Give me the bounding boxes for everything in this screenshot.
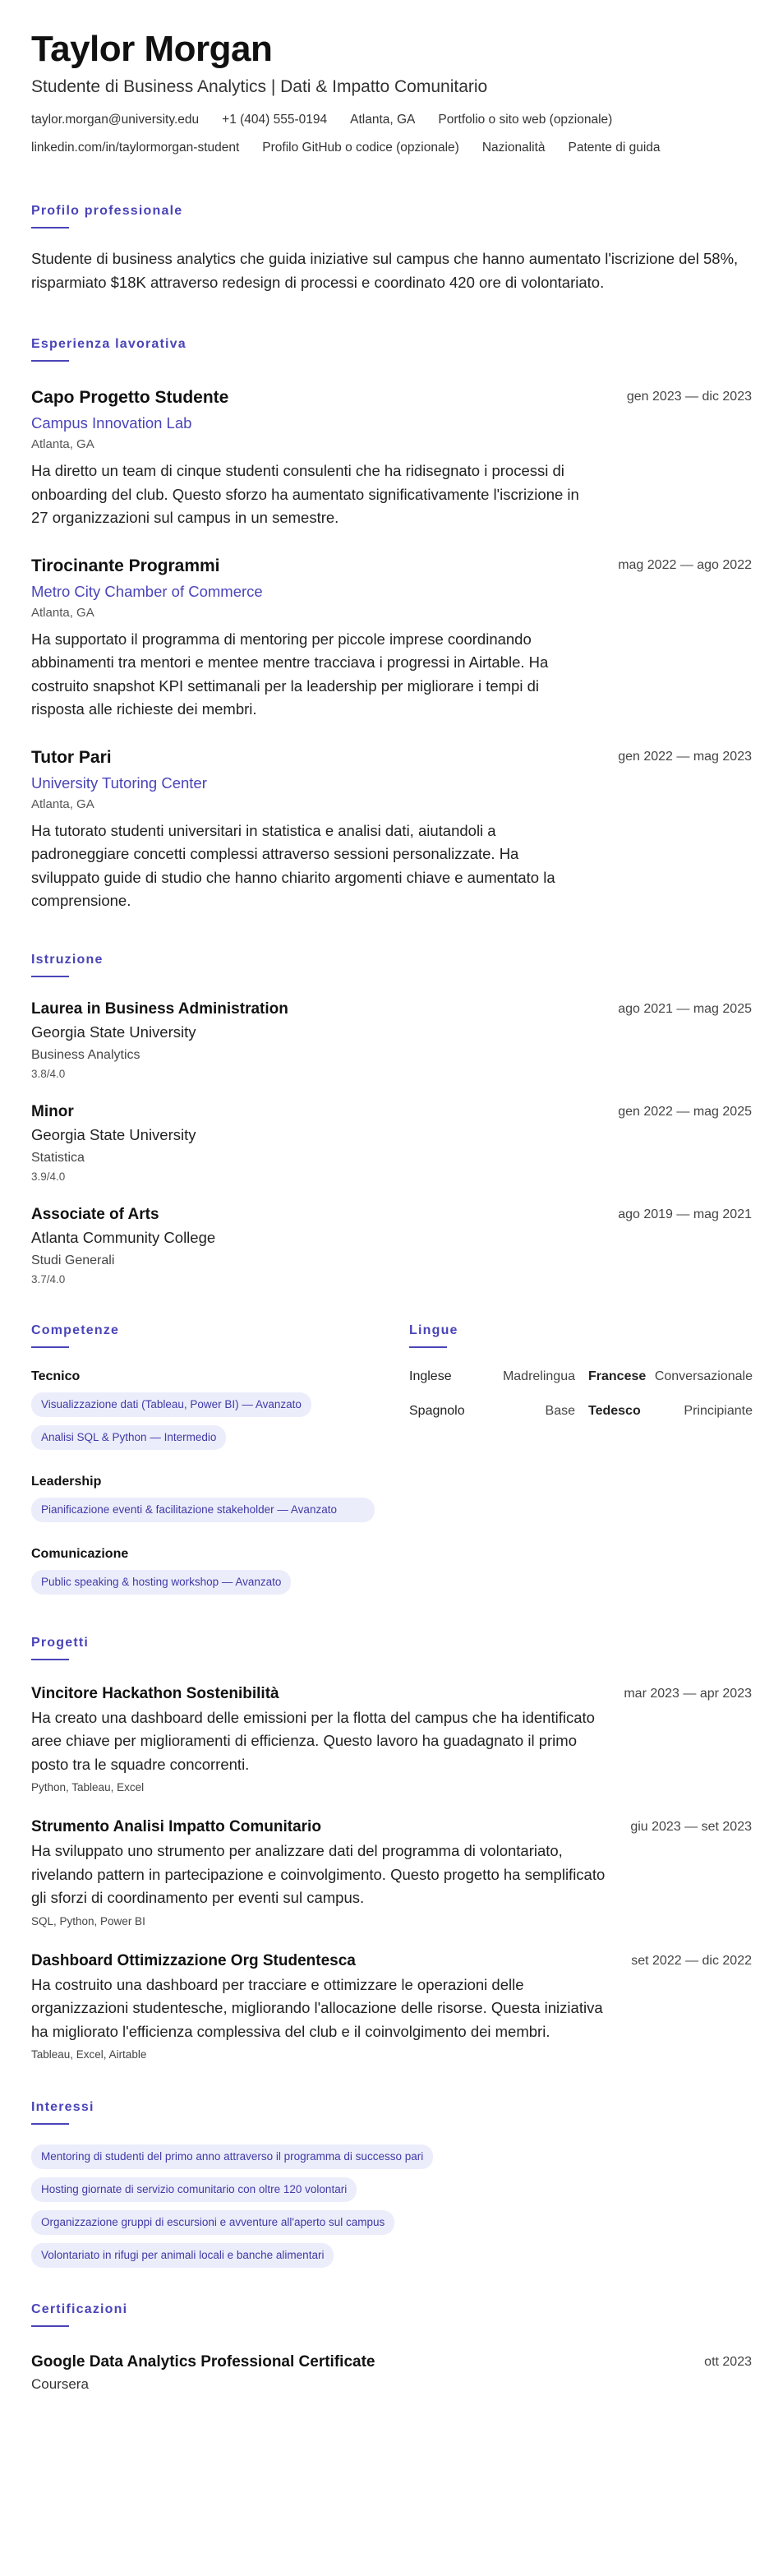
language-row — [409, 1404, 753, 1419]
experience-section — [31, 337, 752, 913]
education-school: Georgia State University — [31, 1125, 196, 1143]
skill-chip: Public speaking & hosting workshop — Avanzato — [31, 1570, 291, 1595]
section-title: Competenze — [31, 1323, 120, 1337]
job-location: Atlanta, GA — [31, 437, 94, 452]
job-entry — [31, 388, 752, 530]
profile-section — [31, 204, 752, 294]
language-level: Madrelingua — [502, 1369, 575, 1383]
project-title: Dashboard Ottimizzazione Org Studentesca — [31, 1951, 356, 1969]
languages-table — [409, 1369, 753, 1419]
contact-linkedin[interactable]: linkedin.com/in/taylormorgan-student — [31, 141, 240, 155]
project-entry — [31, 1685, 752, 1794]
interest-chip: Mentoring di studenti del primo anno attraverso il programma di successo pari — [31, 2144, 433, 2169]
contact-license: Patente di guida — [568, 141, 661, 155]
project-technologies: Python, Tableau, Excel — [31, 1781, 145, 1794]
project-description: Ha costruito una dashboard per tracciare e ottimizzare le operazioni delle organizzazioni studentesche, migliorando l'allocazione delle risorse. Questa iniziativa ha migliorato l'efficienza complessiva del club e il coinvolgimento dei membri. — [31, 1975, 603, 2040]
contact-location: Atlanta, GA — [350, 113, 416, 127]
education-degree: Associate of Arts — [31, 1205, 159, 1223]
interest-chip: Hosting giornate di servizio comunitario con oltre 120 volontari — [31, 2177, 357, 2202]
education-date: ago 2021 — mag 2025 — [618, 1001, 752, 1016]
contact-email[interactable]: taylor.morgan@university.edu — [31, 113, 200, 127]
section-title: Lingue — [409, 1323, 458, 1337]
skill-group — [31, 1547, 375, 1603]
skill-category: Leadership — [31, 1474, 102, 1489]
job-location: Atlanta, GA — [31, 605, 94, 620]
skill-chip: Pianificazione eventi & facilitazione stakeholder — Avanzato — [31, 1498, 375, 1522]
section-divider — [31, 227, 69, 229]
section-title: Istruzione — [31, 952, 104, 967]
job-entry — [31, 556, 752, 722]
education-field: Statistica — [31, 1150, 85, 1165]
skills-section — [31, 1323, 375, 1603]
education-entry — [31, 1000, 752, 1080]
resume-header — [31, 30, 752, 168]
job-entry — [31, 748, 752, 913]
job-date: mag 2022 — ago 2022 — [618, 557, 752, 572]
education-degree: Laurea in Business Administration — [31, 999, 288, 1018]
skill-group — [31, 1369, 375, 1458]
education-school: Georgia State University — [31, 1023, 196, 1041]
job-location: Atlanta, GA — [31, 796, 94, 811]
education-field: Studi Generali — [31, 1253, 115, 1267]
section-divider — [31, 360, 69, 362]
project-technologies: Tableau, Excel, Airtable — [31, 2048, 147, 2061]
job-title: Capo Progetto Studente — [31, 388, 229, 408]
job-description: Ha tutorato studenti universitari in statistica e analisi dati, aiutandoli a padroneggiare concetti complessi attraverso sessioni personalizzate. Ha sviluppato guide di studio che hanno chiarito argomenti chiave e aumentato la comprensione. — [31, 821, 555, 910]
contact-github[interactable]: Profilo GitHub o codice (opzionale) — [262, 141, 459, 155]
job-title: Tutor Pari — [31, 747, 112, 767]
project-title: Strumento Analisi Impatto Comunitario — [31, 1818, 321, 1836]
job-company: Campus Innovation Lab — [31, 414, 192, 432]
interest-chip: Organizzazione gruppi di escursioni e avventure all'aperto sul campus — [31, 2210, 394, 2235]
certification-issuer: Coursera — [31, 2376, 89, 2393]
skill-chip: Analisi SQL & Python — Intermedio — [31, 1425, 226, 1450]
section-divider — [31, 976, 69, 977]
project-date: mar 2023 — apr 2023 — [624, 1686, 752, 1701]
education-entry — [31, 1206, 752, 1286]
project-title: Vincitore Hackathon Sostenibilità — [31, 1684, 279, 1702]
education-date: gen 2022 — mag 2025 — [618, 1104, 752, 1119]
contact-portfolio[interactable]: Portfolio o sito web (opzionale) — [438, 113, 613, 127]
job-company: Metro City Chamber of Commerce — [31, 582, 263, 600]
section-divider — [31, 1659, 69, 1660]
skill-group — [31, 1475, 375, 1530]
project-date: set 2022 — dic 2022 — [631, 1953, 752, 1968]
language-name: Spagnolo — [409, 1403, 465, 1418]
contact-nationality: Nazionalità — [481, 141, 546, 155]
project-description: Ha creato una dashboard delle emissioni per la flotta del campus che ha identificato aree chiave per miglioramenti di efficienza. Questo lavoro ha guadagnato il primo posto tra le squadre concorrenti. — [31, 1708, 595, 1773]
job-description: Ha diretto un team di cinque studenti consulenti che ha ridisegnato i processi di onboarding del club. Questo sforzo ha aumentato significativamente l'iscrizione in 27 organizzazioni sul campus in un semestre. — [31, 462, 579, 527]
project-entry — [31, 1818, 752, 1927]
section-divider — [409, 1346, 447, 1348]
section-divider — [31, 2325, 69, 2327]
education-entry — [31, 1103, 752, 1183]
section-title: Certificazioni — [31, 2302, 128, 2317]
education-field: Business Analytics — [31, 1047, 140, 1062]
job-date: gen 2023 — dic 2023 — [626, 390, 752, 404]
project-description: Ha sviluppato uno strumento per analizzare dati del programma di volontariato, rivelando pattern in partecipazione e coinvolgimento. Questo progetto ha semplificato gli sforzi di coordinamento per eventi sul campus. — [31, 1842, 606, 1907]
interests-list — [31, 2144, 752, 2268]
language-level: Conversazionale — [654, 1369, 753, 1383]
interests-section — [31, 2100, 752, 2268]
section-divider — [31, 2123, 69, 2125]
language-name: Inglese — [409, 1369, 452, 1383]
section-divider — [31, 1346, 69, 1348]
education-gpa: 3.7/4.0 — [31, 1272, 66, 1286]
language-level: Principiante — [684, 1403, 753, 1418]
skill-chip: Visualizzazione dati (Tableau, Power BI) — Avanzato — [31, 1392, 311, 1417]
section-title: Progetti — [31, 1635, 90, 1650]
language-row — [409, 1369, 753, 1384]
education-degree: Minor — [31, 1102, 74, 1120]
certification-date: ott 2023 — [704, 2355, 752, 2370]
contact-list — [31, 112, 738, 168]
skill-category: Comunicazione — [31, 1546, 129, 1561]
candidate-name: Taylor Morgan — [31, 29, 273, 69]
interest-chip: Volontariato in rifugi per animali locali e banche alimentari — [31, 2243, 334, 2268]
job-description: Ha supportato il programma di mentoring per piccole imprese coordinando abbinamenti tra mentori e mentee mentre tracciava i progressi in Airtable. Ha costruito snapshot KPI settimanali per la leadership per migliorare i tempi di risposta alle richieste dei membri. — [31, 630, 549, 718]
language-level: Base — [545, 1403, 575, 1418]
candidate-subtitle: Studente di Business Analytics | Dati & Impatto Comunitario — [31, 77, 488, 97]
contact-phone[interactable]: +1 (404) 555-0194 — [222, 113, 328, 127]
education-gpa: 3.8/4.0 — [31, 1067, 66, 1080]
section-title: Esperienza lavorativa — [31, 337, 187, 352]
education-school: Atlanta Community College — [31, 1228, 216, 1246]
certification-name: Google Data Analytics Professional Certificate — [31, 2353, 375, 2371]
languages-section — [409, 1323, 753, 1603]
section-title: Profilo professionale — [31, 204, 183, 219]
skill-category: Tecnico — [31, 1369, 81, 1383]
profile-summary: Studente di business analytics che guida iniziative sul campus che hanno aumentato l'iscrizione del 58%, risparmiato $18K attraverso redesign di processi e coordinato 420 ore di volontariato. — [31, 250, 739, 292]
education-date: ago 2019 — mag 2021 — [618, 1207, 752, 1221]
certifications-section — [31, 2302, 752, 2393]
projects-section — [31, 1636, 752, 2061]
certification-entry — [31, 2353, 752, 2393]
project-date: giu 2023 — set 2023 — [630, 1820, 752, 1835]
skills-languages-row — [31, 1323, 752, 1603]
job-date: gen 2022 — mag 2023 — [618, 749, 752, 764]
project-entry — [31, 1952, 752, 2061]
education-gpa: 3.9/4.0 — [31, 1170, 66, 1183]
project-technologies: SQL, Python, Power BI — [31, 1914, 145, 1927]
language-name: Tedesco — [588, 1403, 641, 1418]
job-title: Tirocinante Programmi — [31, 556, 220, 575]
education-section — [31, 953, 752, 1286]
language-name: Francese — [588, 1369, 647, 1383]
section-title: Interessi — [31, 2100, 94, 2115]
job-company: University Tutoring Center — [31, 773, 207, 792]
